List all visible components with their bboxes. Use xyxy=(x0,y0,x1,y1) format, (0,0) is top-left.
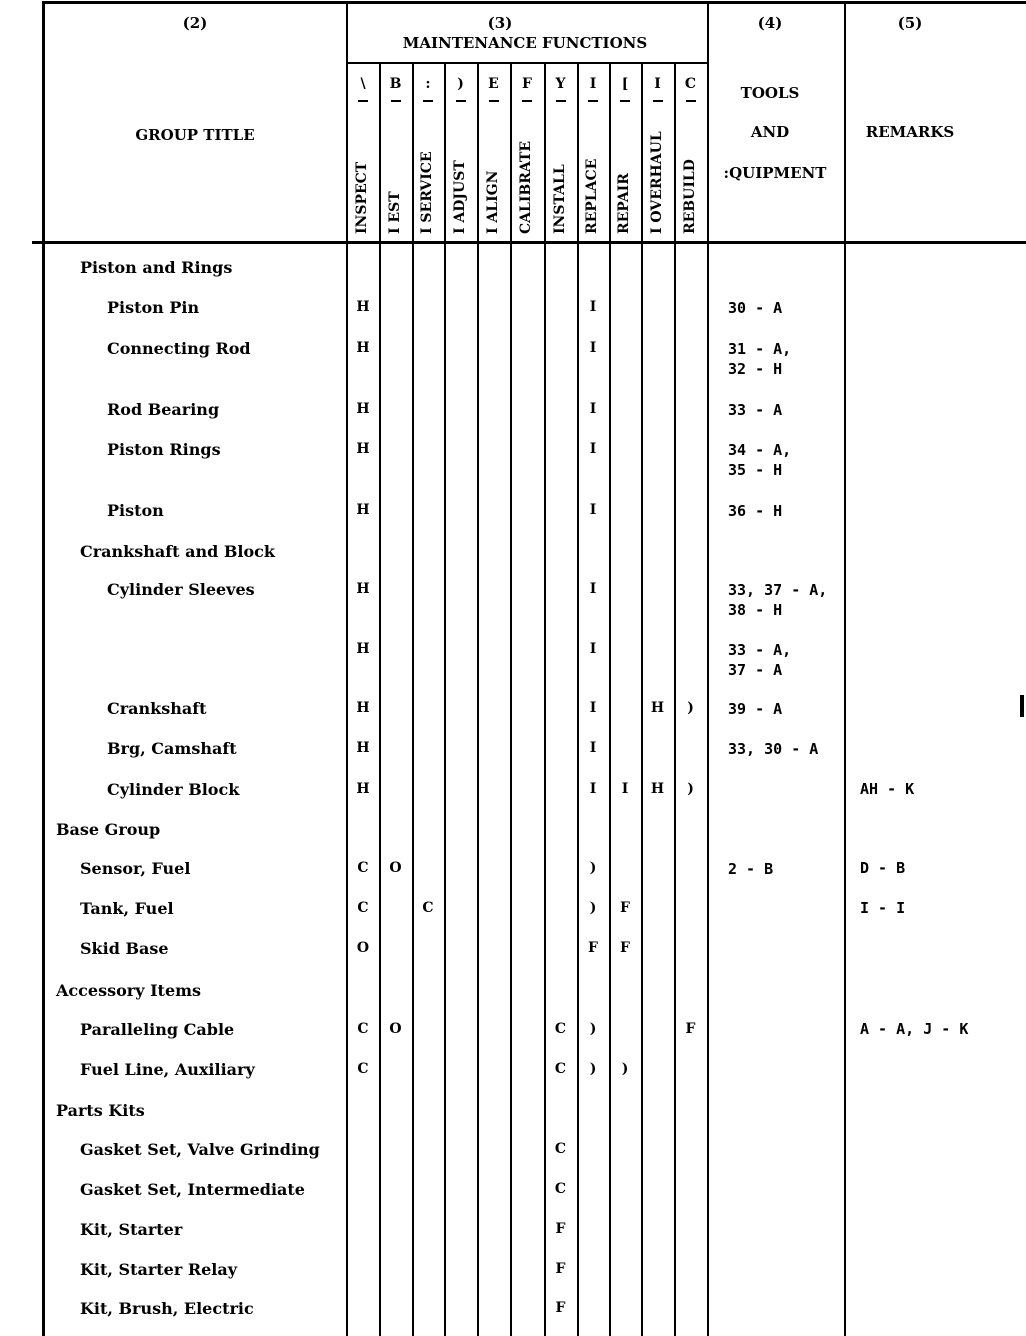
tool-reference: 35 - H xyxy=(728,461,783,479)
function-letter-underline xyxy=(423,100,433,102)
tool-reference: 38 - H xyxy=(728,601,783,619)
maintenance-code: ) xyxy=(589,1061,597,1077)
function-letter-underline xyxy=(391,100,401,102)
group-title: Kit, Brush, Electric xyxy=(80,1299,254,1318)
maintenance-code: F xyxy=(620,940,630,956)
group-title: Gasket Set, Valve Grinding xyxy=(80,1140,320,1159)
col4-left-rule xyxy=(707,1,709,1336)
functions-sub-rule xyxy=(347,62,709,64)
maintenance-code: I xyxy=(589,641,597,657)
maintenance-code: F xyxy=(588,940,598,956)
col5-number: (5) xyxy=(897,14,923,32)
maintenance-code: ) xyxy=(687,781,694,797)
remarks-reference: D - B xyxy=(860,859,906,877)
maintenance-code: I xyxy=(589,401,597,417)
group-title: Brg, Camshaft xyxy=(107,739,237,758)
function-name: I OVERHAUL xyxy=(648,131,665,234)
tool-reference: 33 - A, xyxy=(728,641,792,659)
function-letter: \ xyxy=(360,76,366,92)
tool-reference: 34 - A, xyxy=(728,441,792,459)
group-title: Tank, Fuel xyxy=(80,899,174,918)
group-title: Piston xyxy=(107,501,164,520)
maintenance-code: F xyxy=(555,1300,566,1316)
function-name: I EST xyxy=(386,191,403,234)
top-rule xyxy=(42,1,1026,4)
group-title: Piston Pin xyxy=(107,298,200,317)
group-title: Paralleling Cable xyxy=(80,1020,235,1039)
maintenance-code: H xyxy=(356,299,370,315)
col4-line-2: AND xyxy=(750,123,790,141)
maintenance-code: O xyxy=(356,940,370,956)
maintenance-code: C xyxy=(554,1141,567,1157)
function-column-rule xyxy=(641,62,643,1336)
maintenance-code: I xyxy=(589,700,597,716)
maintenance-code: I xyxy=(621,781,629,797)
group-title: Rod Bearing xyxy=(107,400,220,419)
maintenance-code: C xyxy=(357,1021,369,1037)
maintenance-code: H xyxy=(356,441,370,457)
group-title: Cylinder Block xyxy=(107,780,240,799)
function-letter-underline xyxy=(556,100,566,102)
function-column-rule xyxy=(510,62,512,1336)
change-bar xyxy=(1020,695,1024,717)
function-letter-underline xyxy=(522,100,532,102)
function-letter: [ xyxy=(621,76,629,92)
group-title: Kit, Starter xyxy=(80,1220,183,1239)
maintenance-code: I xyxy=(589,740,597,756)
function-letter-underline xyxy=(456,100,466,102)
function-column-rule xyxy=(577,62,579,1336)
function-letter: E xyxy=(488,76,499,92)
function-name: REPLACE xyxy=(584,158,600,234)
col3-number: (3) xyxy=(487,14,513,32)
maintenance-code: H xyxy=(356,340,370,356)
maintenance-code: O xyxy=(389,860,402,876)
function-name: REBUILD xyxy=(681,159,698,234)
maintenance-code: ) xyxy=(589,1021,597,1037)
tool-reference: 31 - A, xyxy=(728,340,792,358)
function-column-rule xyxy=(477,62,479,1336)
function-column-rule xyxy=(379,62,381,1336)
function-name: REPAIR xyxy=(616,173,632,234)
col5-left-rule xyxy=(844,1,846,1336)
maintenance-code: I xyxy=(589,340,597,356)
maintenance-code: F xyxy=(555,1221,566,1237)
function-letter: F xyxy=(522,76,532,92)
maintenance-code: F xyxy=(555,1261,566,1277)
maintenance-code: H xyxy=(650,700,665,716)
col2-title: GROUP TITLE xyxy=(135,126,255,144)
function-letter: : xyxy=(425,76,431,92)
function-letter: Y xyxy=(555,76,566,92)
group-title: Piston Rings xyxy=(107,440,221,459)
maintenance-code: F xyxy=(685,1021,696,1037)
remarks-reference: I - I xyxy=(860,899,906,917)
group-title: Base Group xyxy=(56,820,161,839)
function-name: CALIBRATE xyxy=(518,140,534,234)
maintenance-code: ) xyxy=(621,1061,629,1077)
function-letter: ) xyxy=(457,76,464,92)
maintenance-code: H xyxy=(356,502,370,518)
function-column-rule xyxy=(609,62,611,1336)
function-letter: I xyxy=(589,76,597,92)
tool-reference: 37 - A xyxy=(728,661,783,679)
function-letter-underline xyxy=(686,100,696,102)
header-bottom-rule xyxy=(32,241,1026,244)
group-title: Cylinder Sleeves xyxy=(107,580,255,599)
maintenance-code: ) xyxy=(589,860,597,876)
group-title: Parts Kits xyxy=(56,1101,145,1120)
function-name: I ADJUST xyxy=(451,160,468,234)
function-name: I ALIGN xyxy=(484,170,501,234)
maintenance-code: I xyxy=(589,581,597,597)
col4-line-1: TOOLS xyxy=(740,84,800,102)
function-column-rule xyxy=(412,62,414,1336)
maintenance-code: H xyxy=(356,740,370,756)
maintenance-code: H xyxy=(356,641,370,657)
maintenance-code: C xyxy=(357,900,369,916)
col4-number: (4) xyxy=(757,14,783,32)
function-column-rule xyxy=(544,62,546,1336)
tool-reference: 33, 37 - A, xyxy=(728,581,828,599)
maintenance-code: I xyxy=(589,441,597,457)
col5-title: REMARKS xyxy=(865,123,955,141)
left-rule xyxy=(42,1,45,1336)
function-letter: C xyxy=(684,76,697,92)
col2-number: (2) xyxy=(182,14,208,32)
tool-reference: 2 - B xyxy=(728,860,774,878)
tool-reference: 30 - A xyxy=(728,299,783,317)
group-title: Crankshaft and Block xyxy=(80,542,275,561)
maintenance-code: C xyxy=(357,860,369,876)
col3-left-rule xyxy=(346,1,348,1336)
group-title: Connecting Rod xyxy=(107,339,251,358)
group-title: Gasket Set, Intermediate xyxy=(80,1180,305,1199)
tool-reference: 36 - H xyxy=(728,502,783,520)
function-letter-underline xyxy=(620,100,630,102)
function-column-rule xyxy=(444,62,446,1336)
group-title: Piston and Rings xyxy=(80,258,233,277)
group-title: Sensor, Fuel xyxy=(80,859,191,878)
function-letter: B xyxy=(389,76,402,92)
maintenance-code: C xyxy=(422,900,434,916)
tool-reference: 39 - A xyxy=(728,700,783,718)
tool-reference: 33, 30 - A xyxy=(728,740,819,758)
function-letter-underline xyxy=(653,100,663,102)
maintenance-code: ) xyxy=(687,700,694,716)
group-title: Kit, Starter Relay xyxy=(80,1260,238,1279)
maintenance-code: F xyxy=(620,900,630,916)
function-letter-underline xyxy=(588,100,598,102)
maintenance-code: I xyxy=(589,781,597,797)
maintenance-code: H xyxy=(356,401,370,417)
col3-title: MAINTENANCE FUNCTIONS xyxy=(402,34,648,52)
maintenance-code: H xyxy=(356,781,370,797)
group-title: Crankshaft xyxy=(107,699,207,718)
function-name: INSPECT xyxy=(354,161,370,234)
maintenance-code: C xyxy=(554,1061,567,1077)
maintenance-code: I xyxy=(589,502,597,518)
col4-line-3: :QUIPMENT xyxy=(723,164,827,182)
maintenance-code: O xyxy=(389,1021,402,1037)
function-letter: I xyxy=(654,76,661,92)
function-name: I SERVICE xyxy=(419,151,435,234)
function-column-rule xyxy=(674,62,676,1336)
group-title: Fuel Line, Auxiliary xyxy=(80,1060,255,1079)
maintenance-code: C xyxy=(357,1061,369,1077)
function-name: INSTALL xyxy=(551,164,568,234)
maintenance-code: H xyxy=(356,581,370,597)
group-title: Accessory Items xyxy=(56,981,202,1000)
tool-reference: 33 - A xyxy=(728,401,783,419)
maintenance-code: C xyxy=(554,1021,567,1037)
maintenance-code: H xyxy=(650,781,665,797)
tool-reference: 32 - H xyxy=(728,360,783,378)
remarks-reference: A - A, J - K xyxy=(860,1020,969,1038)
maintenance-code: ) xyxy=(589,900,597,916)
maintenance-code: H xyxy=(356,700,370,716)
remarks-reference: AH - K xyxy=(860,780,915,798)
maintenance-code: I xyxy=(589,299,597,315)
maintenance-code: C xyxy=(554,1181,567,1197)
function-letter-underline xyxy=(358,100,368,102)
group-title: Skid Base xyxy=(80,939,169,958)
function-letter-underline xyxy=(489,100,499,102)
